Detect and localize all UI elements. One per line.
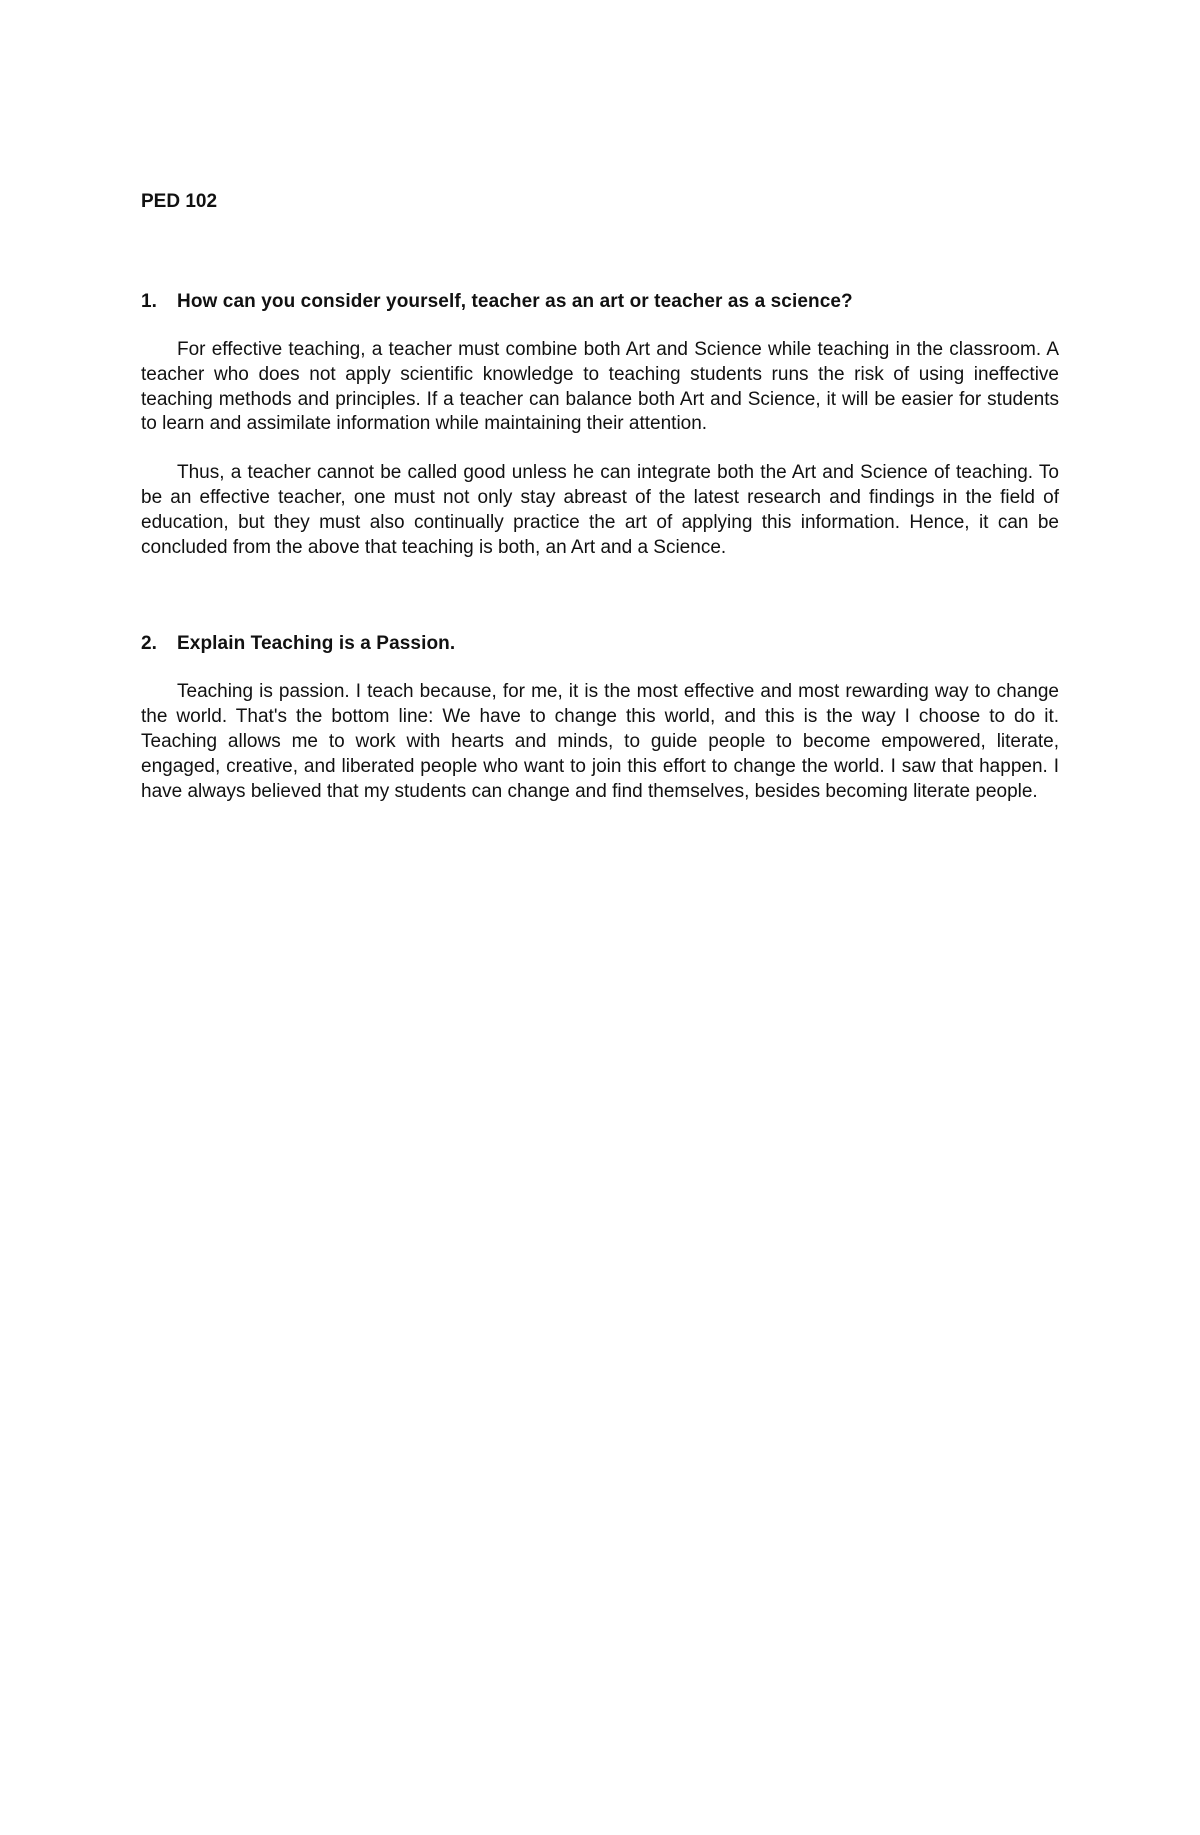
question-1	[141, 290, 1059, 314]
answer-1-paragraph-2: Thus, a teacher cannot be called good unless he can integrate both the Art and Science of teaching. To be an effective teacher, one must not only stay abreast of the latest research and findings in the field of education, but they must also continually practice the art of applying this information. Hence, it can be concluded from the above that teaching is both, an Art and a Science.	[141, 462, 1059, 558]
course-code: PED 102	[141, 191, 218, 212]
question-2-number: 2.	[141, 633, 158, 655]
document-body	[141, 190, 1059, 804]
question-2	[141, 632, 1059, 656]
answer-2-paragraph-1: Teaching is passion. I teach because, for me, it is the most effective and most rewarding way to change the world. That's the bottom line: We have to change this world, and this is the way I choose to do it. Teaching allows me to work with hearts and minds, to guide people to become empowered, literate, engaged, creative, and liberated people who want to join this effort to change the world. I saw that happen. I have always believed that my students can change and find themselves, besides becoming literate people.	[141, 681, 1059, 802]
question-1-number: 1.	[141, 291, 158, 312]
answer-1-paragraph-1: For effective teaching, a teacher must combine both Art and Science while teaching in the classroom. A teacher who does not apply scientific knowledge to teaching students runs the risk of using ineffective teaching methods and principles. If a teacher can balance both Art and Science, it will be easier for students to learn and assimilate information while maintaining their attention.	[141, 339, 1059, 435]
question-2-text: Explain Teaching is a Passion.	[177, 633, 456, 655]
question-1-text: How can you consider yourself, teacher as an art or teacher as a science?	[177, 291, 853, 312]
